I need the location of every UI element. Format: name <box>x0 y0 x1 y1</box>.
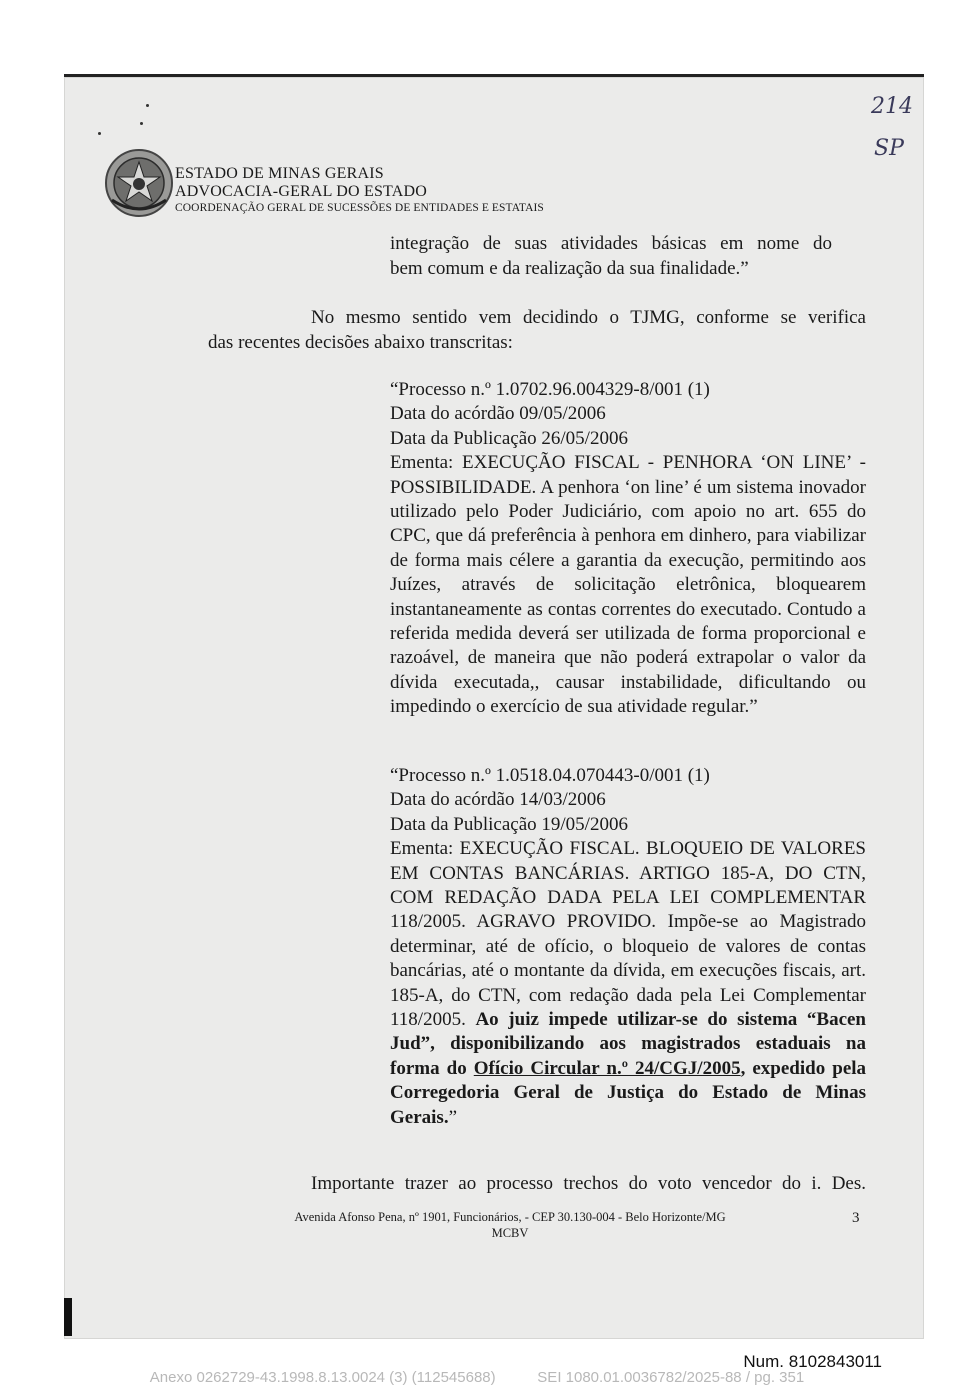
paragraph <box>311 1172 866 1197</box>
publicacao-date: Data da Publicação 26/05/2006 <box>390 427 628 449</box>
oficio-circular-reference: Ofício Circular n.º 24/CGJ/2005 <box>473 1057 741 1079</box>
handwritten-page-number: 214 <box>871 94 913 119</box>
acordao-date: Data do acórdão 09/05/2006 <box>390 403 606 425</box>
state-seal-icon <box>104 148 174 218</box>
ementa-text <box>390 837 866 1130</box>
scan-speck <box>98 132 101 135</box>
processo-number: “Processo n.º 1.0702.96.004329-8/001 (1) <box>390 379 710 400</box>
text-line: Importante trazer ao processo trechos do voto vencedor do i. Des. <box>311 1173 866 1194</box>
scan-speck <box>146 104 149 107</box>
text-line: No mesmo sentido vem decidindo o TJMG, conforme se verifica <box>311 307 866 328</box>
quote-block-1 <box>390 378 866 720</box>
footer-address: Avenida Afonso Pena, nº 1901, Funcionários, - CEP 30.130-004 - Belo Horizonte/MG <box>294 1210 726 1224</box>
annex-text: Anexo 0262729-43.1998.8.13.0024 (3) (112545688) SEI 1080.01.0036782/2025-88 / pg. 351 <box>149 1369 805 1386</box>
letterhead-coordination: COORDENAÇÃO GERAL DE SUCESSÕES DE ENTIDADES E ESTATAIS <box>175 201 544 214</box>
letterhead-state: ESTADO DE MINAS GERAIS <box>175 165 384 182</box>
letterhead <box>175 165 544 215</box>
ementa-text: Ementa: EXECUÇÃO FISCAL - PENHORA ‘ON LINE’ - POSSIBILIDADE. A penhora ‘on line’ é um sistema inovador utilizado pelo Poder Judiciário, com apoio no art. 655 do CPC, que dá preferência à penhora em dinhero, para viabilizar de forma mais célere a garantia da execução, permitindo aos Juízes, através de solicitação eletrônica, bloquearem instantaneamente as contas correntes do executado. Contudo a referida medida deverá ser utilizada de forma proporcional e razoável, de maneira que não poderá extrapolar o valor da dívida executada,, causar instabilidade, dificultando ou impedindo o exercício de sua atividade regular.” <box>390 452 866 718</box>
acordao-date: Data do acórdão 14/03/2006 <box>390 789 606 811</box>
handwritten-initials: SP <box>874 136 904 161</box>
letterhead-agency: ADVOCACIA-GERAL DO ESTADO <box>175 183 427 201</box>
processo-number: “Processo n.º 1.0518.04.070443-0/001 (1) <box>390 765 710 786</box>
annex-watermark <box>0 1369 954 1386</box>
text-line: integração de suas atividades básicas em nome do <box>390 233 832 254</box>
quote-block-2 <box>390 764 866 1130</box>
text-line: das recentes decisões abaixo transcritas: <box>208 331 513 353</box>
footer-initials: MCBV <box>491 1226 529 1240</box>
ementa-plain: Ementa: EXECUÇÃO FISCAL. BLOQUEIO DE VALORES EM CONTAS BANCÁRIAS. ARTIGO 185-A, DO CTN, COM REDAÇÃO DADA PELA LEI COMPLEMENTAR 118/2005. AGRAVO PROVIDO. Impõe-se ao Magistrado determinar, até de ofício, o bloqueio de valores de contas bancárias, até o montante da dívida, em execuções fiscais, art. 185-A, do CTN, com redação dada pela Lei Complementar 118/2005. <box>390 838 866 1031</box>
publicacao-date: Data da Publicação 19/05/2006 <box>390 813 628 835</box>
ementa-bold: Ao juiz impede utilizar-se do sistema “Bacen Jud”, disponibilizando aos magistrados estaduais na forma do <box>390 1009 866 1079</box>
quote-continuation <box>390 232 832 281</box>
page-number: 3 <box>852 1210 860 1226</box>
document-number-stamp: Num. 8102843011 <box>743 1352 882 1371</box>
scan-edge-shadow <box>64 1298 72 1336</box>
text-line: bem comum e da realização da sua finalidade.” <box>390 257 749 279</box>
ementa-close-quote: ” <box>448 1106 458 1128</box>
page-footer <box>250 1209 770 1241</box>
paragraph <box>208 306 866 355</box>
scan-speck <box>140 122 143 125</box>
ementa-bold: , expedido pela Corregedoria Geral de Justiça do Estado de Minas Gerais. <box>390 1057 867 1128</box>
